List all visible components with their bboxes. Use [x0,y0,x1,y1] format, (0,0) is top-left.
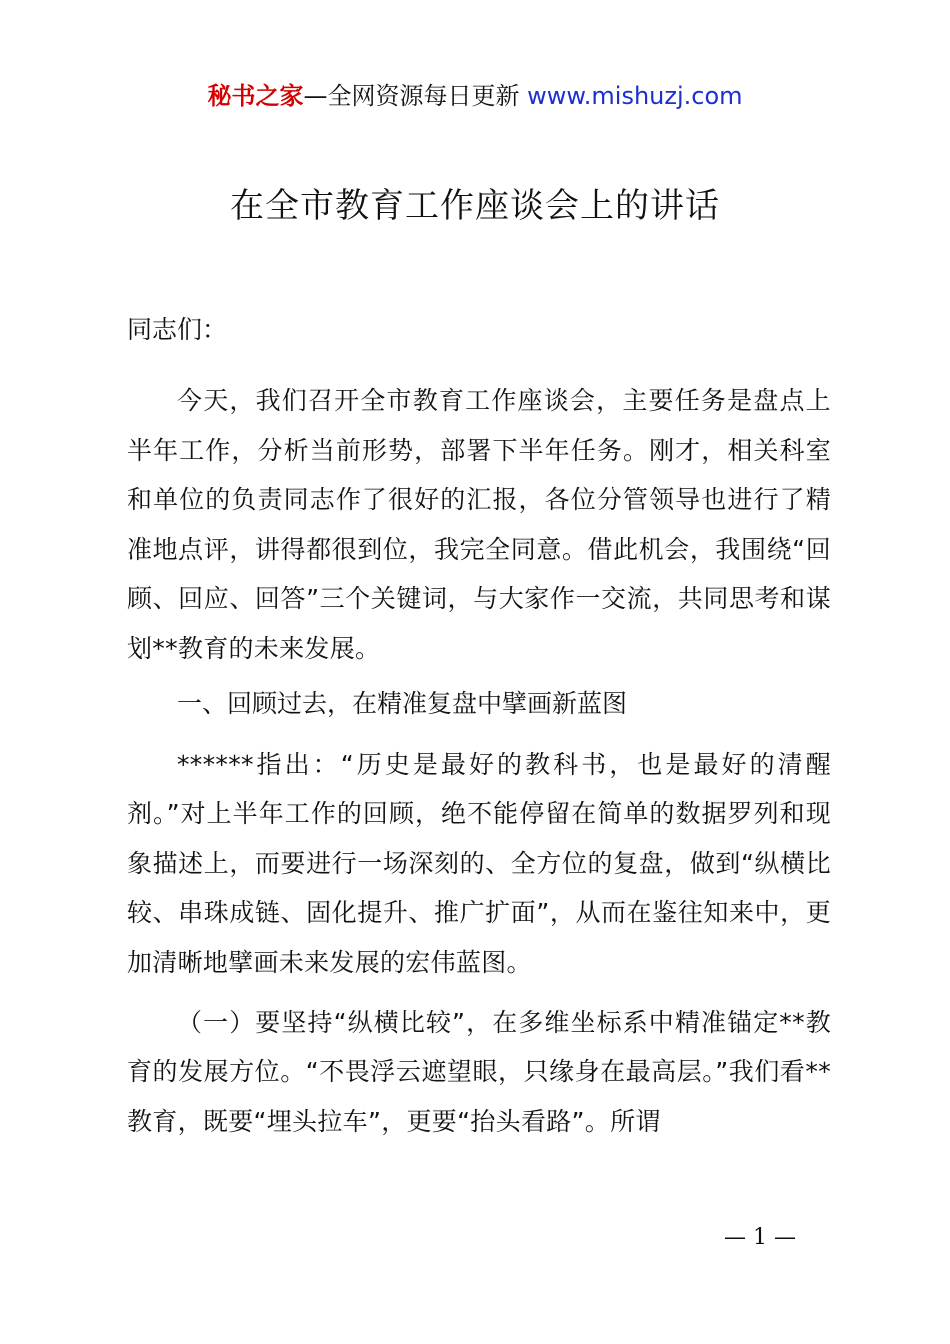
site-header [0,78,950,114]
header-tagline: —全网资源每日更新 [303,82,528,110]
section-paragraph: ******指出：“历史是最好的教科书，也是最好的清醒剂。”对上半年工作的回顾，绝不能停留在简单的数据罗列和现象描述上，而要进行一场深刻的、全方位的复盘，做到“纵横比较、串珠成链、固化提升、推广扩面”，从而在鉴往知来中，更加清晰地擘画未来发展的宏伟蓝图。 [127,749,831,977]
site-url-link[interactable]: www.mishuzj.com [527,82,743,110]
document-title: 在全市教育工作座谈会上的讲话 [230,186,720,226]
page-number: — 1 — [724,1225,796,1250]
intro-paragraph: 今天，我们召开全市教育工作座谈会，主要任务是盘点上半年工作，分析当前形势，部署下半年任务。刚才，相关科室和单位的负责同志作了很好的汇报，各位分管领导也进行了精准地点评，讲得都很到位，我完全同意。借此机会，我围绕“回顾、回应、回答”三个关键词，与大家作一交流，共同思考和谋划**教育的未来发展。 [127,386,831,663]
brand-name: 秘书之家 [207,82,304,110]
salutation: 同志们： [127,315,228,344]
subsection-paragraph: （一）要坚持“纵横比较”，在多维坐标系中精准锚定**教育的发展方位。“不畏浮云遮望眼，只缘身在最高层。”我们看**教育，既要“埋头拉车”，更要“抬头看路”。所谓 [127,1007,831,1136]
section-heading: 一、回顾过去，在精准复盘中擘画新蓝图 [177,688,628,718]
document-body [127,310,831,1156]
